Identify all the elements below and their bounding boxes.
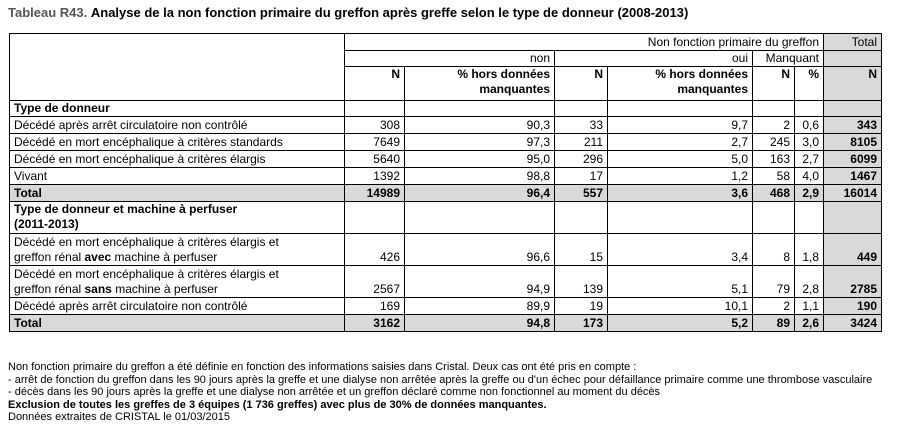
table-row bbox=[10, 134, 882, 151]
cell-oui-n: 15 bbox=[555, 234, 608, 266]
total-label: Total bbox=[10, 185, 345, 202]
total-m-n: 89 bbox=[753, 315, 795, 332]
row-label-line1: Décédé en mort encéphalique à critères élargis et bbox=[14, 235, 279, 249]
cell-m-pct: 2,8 bbox=[795, 266, 824, 298]
col-m-n: N bbox=[753, 67, 795, 101]
cell-oui-pct: 5,1 bbox=[608, 266, 753, 298]
cell-total: 343 bbox=[824, 117, 882, 134]
cell-oui-pct: 9,7 bbox=[608, 117, 753, 134]
col-oui-n: N bbox=[555, 67, 608, 101]
cell-m-pct: 1,8 bbox=[795, 234, 824, 266]
cell-non-pct: 96,6 bbox=[405, 234, 555, 266]
col-total-n: N bbox=[824, 67, 882, 101]
cell-m-n: 245 bbox=[753, 134, 795, 151]
cell-m-pct: 2,7 bbox=[795, 151, 824, 168]
cell-m-pct: 4,0 bbox=[795, 168, 824, 185]
table-row bbox=[10, 234, 882, 266]
total-total: 16014 bbox=[824, 185, 882, 202]
total-oui-n: 557 bbox=[555, 185, 608, 202]
header-non: non bbox=[345, 51, 555, 67]
cell-m-n: 58 bbox=[753, 168, 795, 185]
cell-m-n: 8 bbox=[753, 234, 795, 266]
row-label-emphasis: sans bbox=[84, 282, 112, 296]
row-label: Vivant bbox=[10, 168, 345, 185]
header-total: Total bbox=[824, 34, 882, 51]
row-label bbox=[10, 234, 345, 266]
cell-oui-pct: 2,7 bbox=[608, 134, 753, 151]
cell-oui-n: 296 bbox=[555, 151, 608, 168]
cell-non-pct: 89,9 bbox=[405, 298, 555, 315]
section1-heading: Type de donneur bbox=[10, 101, 345, 117]
total-non-pct: 94,8 bbox=[405, 315, 555, 332]
footnotes bbox=[8, 361, 872, 424]
section2-heading-line1: Type de donneur et machine à perfuser bbox=[14, 202, 238, 216]
total-label: Total bbox=[10, 315, 345, 332]
row-label-line2 bbox=[14, 250, 340, 265]
row-label: Décédé après arrêt circulatoire non contrôlé bbox=[10, 117, 345, 134]
cell-oui-n: 211 bbox=[555, 134, 608, 151]
row-label: Décédé en mort encéphalique à critères élargis bbox=[10, 151, 345, 168]
cell-non-pct: 90,3 bbox=[405, 117, 555, 134]
total-oui-pct: 3,6 bbox=[608, 185, 753, 202]
header-total-blank bbox=[824, 51, 882, 67]
header-blank bbox=[10, 34, 345, 101]
total-oui-n: 173 bbox=[555, 315, 608, 332]
data-table bbox=[9, 33, 882, 332]
row-label-line2 bbox=[14, 282, 340, 297]
total-m-pct: 2,6 bbox=[795, 315, 824, 332]
cell-non-n: 426 bbox=[345, 234, 405, 266]
cell-m-n: 2 bbox=[753, 298, 795, 315]
row-label-line1: Décédé en mort encéphalique à critères élargis et bbox=[14, 267, 279, 281]
row-label bbox=[10, 266, 345, 298]
cell-oui-pct: 10,1 bbox=[608, 298, 753, 315]
table-title bbox=[8, 5, 688, 20]
header-oui: oui bbox=[555, 51, 753, 67]
cell-non-n: 308 bbox=[345, 117, 405, 134]
cell-m-pct: 3,0 bbox=[795, 134, 824, 151]
cell-non-n: 5640 bbox=[345, 151, 405, 168]
cell-non-n: 169 bbox=[345, 298, 405, 315]
cell-non-pct: 97,3 bbox=[405, 134, 555, 151]
footnote-definition: Non fonction primaire du greffon a été définie en fonction des informations saisies dans Cristal. Deux cas ont été pris en compte : bbox=[8, 361, 637, 373]
row-label-post: machine à perfuser bbox=[111, 282, 218, 296]
table-row bbox=[10, 117, 882, 134]
total-non-n: 3162 bbox=[345, 315, 405, 332]
row-label: Décédé après arrêt circulatoire non contrôlé bbox=[10, 298, 345, 315]
cell-non-n: 1392 bbox=[345, 168, 405, 185]
header-manquant: Manquant bbox=[753, 51, 824, 67]
footnote-case1: - arrêt de fonction du greffon dans les 90 jours après la greffe et une dialyse non arrêtée après la greffe ou d'un échec pour défaillance primaire comme une thrombose vasculaire bbox=[8, 373, 873, 386]
cell-oui-pct: 3,4 bbox=[608, 234, 753, 266]
table-row bbox=[10, 298, 882, 315]
footnote-case2: - décès dans les 90 jours après la greffe et une dialyse non arrêtée et un greffon déclaré comme non fonctionnel au moment du décès bbox=[8, 386, 661, 399]
cell-total: 8105 bbox=[824, 134, 882, 151]
cell-m-n: 79 bbox=[753, 266, 795, 298]
cell-non-n: 2567 bbox=[345, 266, 405, 298]
section2-heading-line2: (2011-2013) bbox=[14, 217, 79, 231]
total-non-pct: 96,4 bbox=[405, 185, 555, 202]
cell-non-pct: 94,9 bbox=[405, 266, 555, 298]
cell-oui-n: 19 bbox=[555, 298, 608, 315]
row-label-emphasis: avec bbox=[84, 250, 112, 264]
table-number: Tableau R43. bbox=[8, 5, 88, 20]
total-m-pct: 2,9 bbox=[795, 185, 824, 202]
total-oui-pct: 5,2 bbox=[608, 315, 753, 332]
total-non-n: 14989 bbox=[345, 185, 405, 202]
cell-m-pct: 1,1 bbox=[795, 298, 824, 315]
row-label-pre: greffon rénal bbox=[14, 282, 85, 296]
col-non-n: N bbox=[345, 67, 405, 101]
cell-total: 449 bbox=[824, 234, 882, 266]
total-total: 3424 bbox=[824, 315, 882, 332]
row-label-post: machine à perfuser bbox=[111, 250, 218, 264]
cell-non-pct: 98,8 bbox=[405, 168, 555, 185]
section2-heading bbox=[10, 202, 345, 234]
footnote-exclusion: Exclusion de toutes les greffes de 3 équipes (1 736 greffes) avec plus de 30% de données manquantes. bbox=[8, 398, 547, 411]
cell-m-n: 2 bbox=[753, 117, 795, 134]
row-label-pre: greffon rénal bbox=[14, 250, 85, 264]
cell-non-pct: 95,0 bbox=[405, 151, 555, 168]
row-label: Décédé en mort encéphalique à critères standards bbox=[10, 134, 345, 151]
cell-non-n: 7649 bbox=[345, 134, 405, 151]
col-non-pct: % hors données manquantes bbox=[405, 67, 555, 101]
total-row bbox=[10, 315, 882, 332]
cell-oui-n: 33 bbox=[555, 117, 608, 134]
col-oui-pct: % hors données manquantes bbox=[608, 67, 753, 101]
table-row bbox=[10, 151, 882, 168]
col-m-pct: % bbox=[795, 67, 824, 101]
table-row bbox=[10, 168, 882, 185]
cell-total: 190 bbox=[824, 298, 882, 315]
cell-total: 1467 bbox=[824, 168, 882, 185]
cell-oui-pct: 1,2 bbox=[608, 168, 753, 185]
cell-oui-n: 139 bbox=[555, 266, 608, 298]
cell-oui-pct: 5,0 bbox=[608, 151, 753, 168]
header-group: Non fonction primaire du greffon bbox=[345, 34, 824, 51]
cell-m-pct: 0,6 bbox=[795, 117, 824, 134]
total-row bbox=[10, 185, 882, 202]
cell-total: 6099 bbox=[824, 151, 882, 168]
cell-total: 2785 bbox=[824, 266, 882, 298]
footnote-source: Données extraites de CRISTAL le 01/03/2015 bbox=[8, 411, 230, 424]
cell-m-n: 163 bbox=[753, 151, 795, 168]
cell-oui-n: 17 bbox=[555, 168, 608, 185]
table-caption: Analyse de la non fonction primaire du greffon après greffe selon le type de donneur (2008-2013) bbox=[90, 5, 689, 20]
table-row bbox=[10, 266, 882, 298]
total-m-n: 468 bbox=[753, 185, 795, 202]
